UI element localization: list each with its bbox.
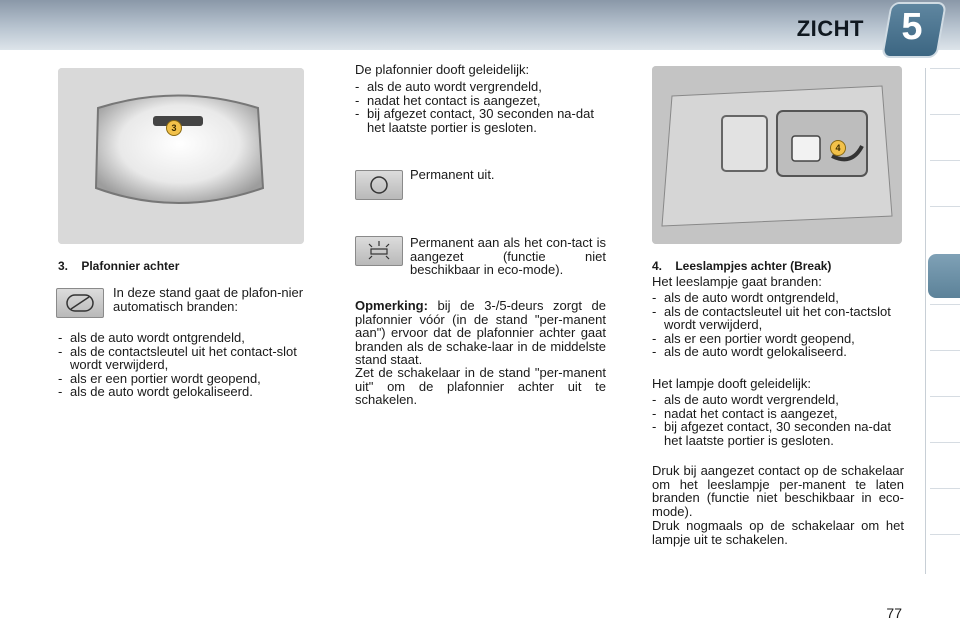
- chapter-tab[interactable]: [930, 304, 960, 349]
- off-mode-text: Permanent uit.: [410, 167, 495, 182]
- switch-off-paragraph: Zet de schakelaar in de stand "per-manent uit" om de plafonnier achter uit te schakelen.: [355, 365, 606, 407]
- chapter-tab[interactable]: [930, 206, 960, 251]
- list-item: - bij afgezet contact, 30 seconden na-dat het laatste portier is gesloten.: [355, 107, 607, 134]
- list-item: - als de auto wordt vergrendeld,: [355, 80, 607, 94]
- reading-lamp-photo: [652, 66, 902, 244]
- reading-lamp-fade-list: [652, 393, 904, 447]
- list-item: - nadat het contact is aangezet,: [652, 407, 904, 421]
- chapter-tab[interactable]: [930, 442, 960, 487]
- chapter-tab[interactable]: [930, 114, 960, 159]
- reading-lamp-on-list: [652, 291, 904, 359]
- list-item: - als de auto wordt vergrendeld,: [652, 393, 904, 407]
- chapter-tabs: [925, 68, 960, 574]
- list-item: - nadat het contact is aangezet,: [355, 94, 607, 108]
- chapter-tab[interactable]: [930, 68, 960, 113]
- list-item: - als de auto wordt gelokaliseerd.: [58, 385, 310, 399]
- rear-lamp-on-list: [58, 331, 310, 399]
- section-heading-rear-lamp: 3. Plafonnier achter: [58, 259, 180, 273]
- chapter-title: ZICHT: [796, 16, 864, 41]
- list-item: - als er een portier wordt geopend,: [58, 372, 310, 386]
- on-mode-text: Permanent aan als het con-tact is aangezet (functie niet beschikbaar in eco-mode).: [410, 235, 606, 277]
- note-paragraph: [355, 299, 606, 367]
- ceiling-lamp-illustration: [58, 68, 304, 244]
- reading-lamp-permanent-paragraph: Druk bij aangezet contact op de schakelaar om het leeslampje per-manent te laten branden (functie niet beschikbaar in eco-mode).: [652, 463, 904, 519]
- note-label: Opmerking:: [355, 298, 428, 313]
- note-text: bij de 3-/5-deurs zorgt de plafonnier vóór (in de stand "per-manent aan") ervoor dat de plafonnier achter gaat branden als de schake-laar in de middelste stand staat.: [355, 298, 606, 367]
- callout-4: 4: [830, 140, 846, 156]
- reading-lamp-intro: Het leeslampje gaat branden:: [652, 274, 822, 289]
- list-item: - als de contactsleutel uit het con-tactslot wordt verwijderd,: [652, 305, 904, 332]
- reading-lamp-illustration: [652, 66, 902, 244]
- rear-ceiling-lamp-photo: [58, 68, 304, 244]
- chapter-tab[interactable]: [930, 350, 960, 395]
- list-item: - als de auto wordt ontgrendeld,: [58, 331, 310, 345]
- chapter-number: 5: [901, 6, 923, 48]
- page-number: 77: [886, 605, 902, 621]
- reading-lamp-off-paragraph: Druk nogmaals op de schakelaar om het lampje uit te schakelen.: [652, 518, 904, 547]
- door-mode-icon: [56, 288, 104, 318]
- list-item: - als de auto wordt ontgrendeld,: [652, 291, 904, 305]
- list-item: - als de contactsleutel uit het contact-slot wordt verwijderd,: [58, 345, 310, 372]
- door-mode-text: In deze stand gaat de plafon-nier automatisch branden:: [113, 285, 304, 314]
- section-heading-reading-lamp: 4. Leeslampjes achter (Break): [652, 259, 832, 273]
- fade-list: [355, 80, 607, 134]
- fade-intro: De plafonnier dooft geleidelijk:: [355, 62, 530, 77]
- chapter-tab-active[interactable]: [928, 254, 960, 298]
- list-item: - bij afgezet contact, 30 seconden na-dat het laatste portier is gesloten.: [652, 420, 904, 447]
- list-item: - als er een portier wordt geopend,: [652, 332, 904, 346]
- reading-lamp-fade-intro: Het lampje dooft geleidelijk:: [652, 376, 811, 391]
- chapter-tab[interactable]: [930, 488, 960, 533]
- chapter-tab[interactable]: [930, 396, 960, 441]
- off-mode-icon: [355, 170, 403, 200]
- callout-3: 3: [166, 120, 182, 136]
- chapter-tab[interactable]: [930, 160, 960, 205]
- on-mode-icon: [355, 236, 403, 266]
- list-item: - als de auto wordt gelokaliseerd.: [652, 345, 904, 359]
- chapter-tab[interactable]: [930, 534, 960, 579]
